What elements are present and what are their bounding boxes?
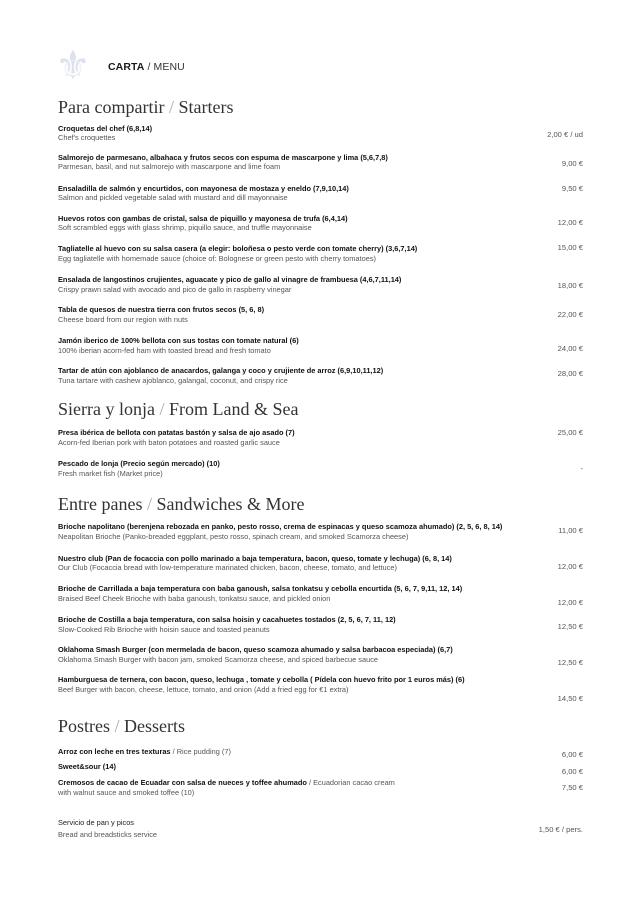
section-heading (58, 97, 233, 118)
menu-item-description: with walnut sauce and smoked toffee (10) (58, 788, 195, 797)
menu-item-description: Egg tagliatelle with homemade sauce (choice of: Bolognese or green pesto with cherry tomatoes) (58, 254, 376, 263)
menu-item-price: 2,00 € / ud (547, 130, 583, 139)
menu-item-name (58, 818, 134, 827)
section-title-en: From Land & Sea (169, 399, 299, 419)
menu-item-price: 25,00 € (557, 428, 583, 437)
item-name-text: Tabla de quesos de nuestra tierra con frutos secos (5, 6, 8) (58, 305, 265, 314)
separator: / (154, 399, 169, 419)
menu-item-name (58, 275, 401, 284)
item-name-text: Croquetas del chef (6,8,14) (58, 124, 153, 133)
item-name-text: Salmorejo de parmesano, albahaca y frutos secos con espuma de mascarpone y lima (5,6,7,8) (58, 153, 388, 162)
menu-item-name (58, 124, 152, 133)
menu-item-price: 12,00 € (557, 218, 583, 227)
item-name-text: Huevos rotos con gambas de cristal, salsa de piquillo y mayonesa de trufa (6,4,14) (58, 214, 348, 223)
menu-item-description: Soft scrambled eggs with glass shrimp, piquillo sauce, and truffle mayonnaise (58, 223, 312, 232)
item-name-text: Arroz con leche en tres texturas (58, 747, 171, 756)
menu-item-name (58, 214, 348, 223)
menu-item-description: Chef's croquettes (58, 133, 116, 142)
menu-item-description: Salmon and pickled vegetable salad with mustard and dill mayonnaise (58, 193, 288, 202)
menu-item-price: 1,50 € / pers. (538, 825, 583, 834)
menu-item-name (58, 336, 299, 345)
item-name-text: Brioche de Carrillada a baja temperatura con baba ganoush, salsa tonkatsu y cebolla encurtida (5, 6, 7, 9,11, 12, 14) (58, 584, 463, 593)
section-title-en: Desserts (124, 716, 186, 736)
menu-item-price: - (580, 464, 583, 473)
menu-item-name (58, 554, 452, 563)
section-title-en: Starters (178, 97, 234, 117)
item-name-text: Brioche de Costilla a baja temperatura, con salsa hoisin y cacahuetes tostados (2, 5, 6, 7, 11, 12) (58, 615, 396, 624)
menu-item-price: 18,00 € (557, 281, 583, 290)
menu-item-description: Our Club (Focaccia bread with low-temperature marinated chicken, bacon, cheese, tomato, and lettuce) (58, 563, 397, 572)
menu-item-description: Slow-Cooked Rib Brioche with hoisin sauce and toasted peanuts (58, 625, 270, 634)
item-name-text: Tartar de atún con ajoblanco de anacardos, galanga y coco y crujiente de arroz (6,9,10,11,12) (58, 366, 384, 375)
menu-item-description: 100% iberian acorn-fed ham with toasted bread and fresh tomato (58, 346, 271, 355)
menu-item-description: Crispy prawn salad with avocado and pico de gallo in raspberry vinegar (58, 285, 292, 294)
item-name-text: Nuestro club (Pan de focaccia con pollo marinado a baja temperatura, bacon, queso, tomate y lechuga) (6, 8, 14) (58, 554, 452, 563)
menu-item-price: 6,00 € (561, 767, 583, 776)
brand-bold: CARTA (108, 61, 145, 73)
menu-item-description: Parmesan, basil, and nut salmorejo with mascarpone and lime foam (58, 162, 281, 171)
item-name-text: Servicio de pan y picos (58, 818, 134, 827)
item-name-text: Ensalada de langostinos crujientes, aguacate y pico de gallo al vinagre de frambuesa (4,6,7,11,14) (58, 275, 402, 284)
section-heading (58, 494, 304, 515)
menu-item-description: Oklahoma Smash Burger with bacon jam, smoked Scamorza cheese, and spiced barbecue sauce (58, 655, 379, 664)
menu-item-description: Bread and breadsticks service (58, 830, 158, 839)
menu-item-price: 14,50 € (557, 694, 583, 703)
menu-item-name (58, 244, 417, 253)
menu-item-description: Neapolitan Brioche (Panko-breaded eggplant, pesto rosso, spinach cream, and smoked Scamorza cheese) (58, 532, 409, 541)
menu-item-price: 24,00 € (557, 344, 583, 353)
menu-item-name (58, 459, 220, 468)
menu-item-description: Cheese board from our region with nuts (58, 315, 188, 324)
menu-item-price: 15,00 € (557, 243, 583, 252)
menu-item-price: 12,50 € (557, 622, 583, 631)
menu-item-price: 12,00 € (557, 562, 583, 571)
menu-item-name (58, 675, 465, 684)
separator: / (164, 97, 179, 117)
menu-item-name (58, 522, 502, 531)
menu-item-description: Fresh market fish (Market price) (58, 469, 163, 478)
item-name-text: Oklahoma Smash Burger (con mermelada de bacon, queso scamoza ahumado y salsa barbacoa especiada) (6,7) (58, 645, 453, 654)
item-name-translation: / Ecuadorian cacao cream (306, 778, 395, 787)
menu-item-description: Acorn-fed Iberian pork with baton potatoes and roasted garlic sauce (58, 438, 280, 447)
menu-item-name (58, 184, 349, 193)
section-heading (58, 399, 298, 420)
menu-item-name (58, 153, 388, 162)
menu-item-price: 22,00 € (557, 310, 583, 319)
item-name-text: Tagliatelle al huevo con su salsa casera (a elegir: boloñesa o pesto verde con tomate cherry) (3,6,7,14) (58, 244, 418, 253)
menu-item-price: 28,00 € (557, 369, 583, 378)
menu-item-description: Beef Burger with bacon, cheese, lettuce, tomato, and onion (Add a fried egg for €1 extra) (58, 685, 349, 694)
separator: / (110, 716, 125, 736)
item-name-text: Hamburguesa de ternera, con bacon, queso, lechuga , tomate y cebolla ( Pídela con huevo frito por 1 euros más) (6) (58, 675, 465, 684)
menu-item-name (58, 778, 395, 787)
menu-item-price: 12,50 € (557, 658, 583, 667)
item-name-text: Presa ibérica de bellota con patatas bastón y salsa de ajo asado (7) (58, 428, 295, 437)
menu-item-name (58, 645, 453, 654)
menu-item-description: Tuna tartare with cashew ajoblanco, galangal, coconut, and crispy rice (58, 376, 288, 385)
separator: / (142, 494, 157, 514)
menu-item-name (58, 366, 383, 375)
menu-item-name (58, 584, 462, 593)
section-title-en: Sandwiches & More (156, 494, 305, 514)
menu-item-name (58, 762, 116, 771)
menu-item-price: 11,00 € (558, 526, 583, 535)
section-title-es: Sierra y lonja (58, 399, 155, 419)
menu-item-name (58, 615, 396, 624)
section-title-es: Postres (58, 716, 111, 736)
fleur-de-lis-icon: ⚜ (55, 43, 91, 89)
menu-item-name (58, 747, 231, 756)
menu-item-price: 9,00 € (561, 159, 583, 168)
menu-item-price: 9,50 € (561, 184, 583, 193)
menu-item-name (58, 305, 264, 314)
section-title-es: Para compartir (58, 97, 165, 117)
menu-title (108, 61, 185, 73)
menu-item-name (58, 428, 295, 437)
item-name-text: Pescado de lonja (Precio según mercado) (10) (58, 459, 220, 468)
section-heading (58, 716, 185, 737)
menu-item-price: 7,50 € (561, 783, 583, 792)
brand-light: / MENU (144, 61, 185, 73)
menu-item-price: 12,00 € (557, 598, 583, 607)
item-name-text: Cremosos de cacao de Ecuadar con salsa de nueces y toffee ahumado (58, 778, 307, 787)
item-name-text: Sweet&sour (14) (58, 762, 116, 771)
section-title-es: Entre panes (58, 494, 143, 514)
item-name-text: Ensaladilla de salmón y encurtidos, con mayonesa de mostaza y eneldo (7,9,10,14) (58, 184, 349, 193)
item-name-text: Jamón iberico de 100% bellota con sus tostas con tomate natural (6) (58, 336, 299, 345)
menu-item-price: 6,00 € (561, 750, 583, 759)
item-name-text: Brioche napolitano (berenjena rebozada en panko, pesto rosso, crema de espinacas y queso scamoza ahumado) (2, 5, 6, 8, 14) (58, 522, 503, 531)
menu-item-description: Braised Beef Cheek Brioche with baba ganoush, tonkatsu sauce, and pickled onion (58, 594, 331, 603)
item-name-translation: / Rice pudding (7) (170, 747, 231, 756)
